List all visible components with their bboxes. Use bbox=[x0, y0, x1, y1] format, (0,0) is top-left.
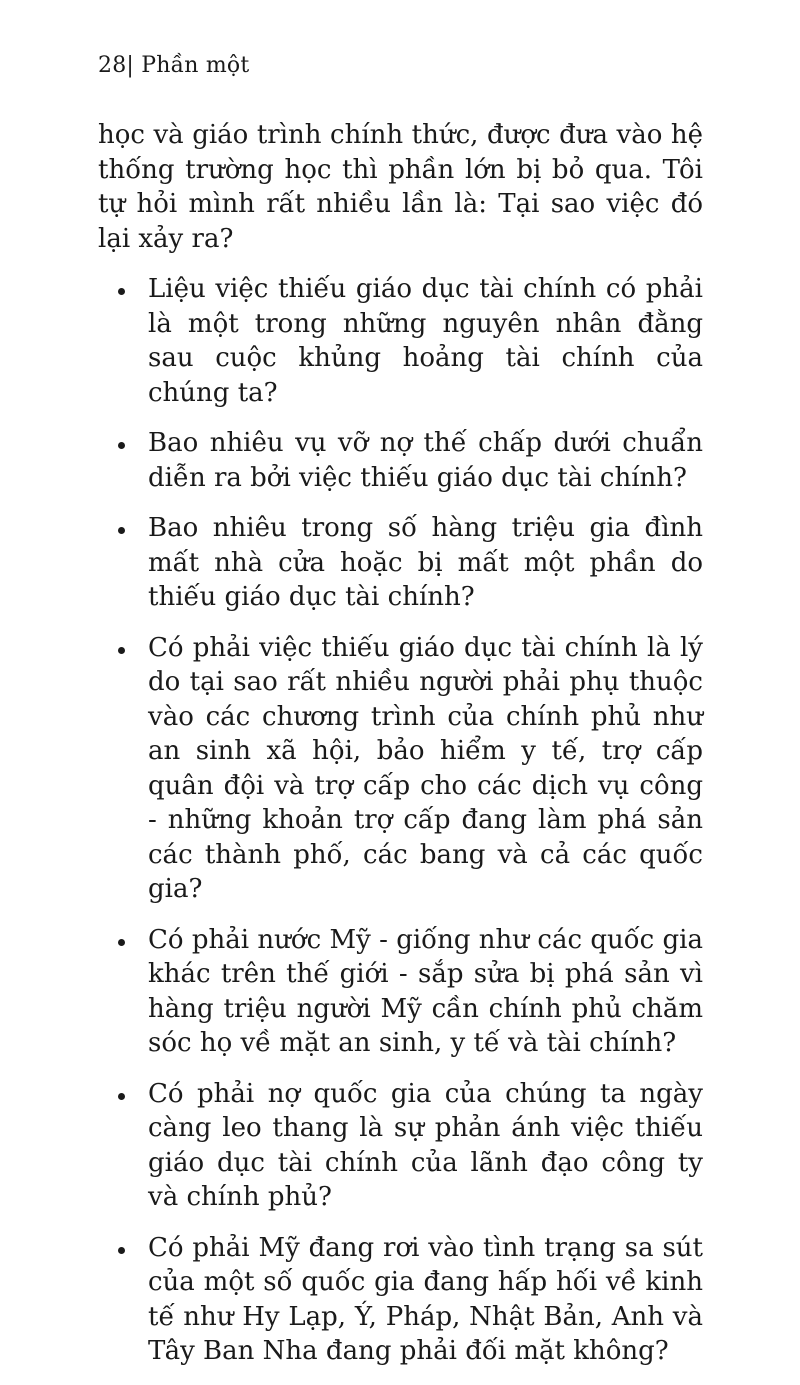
page-header bbox=[98, 52, 249, 80]
list-item-text: Có phải nước Mỹ - giống như các quốc gia khác trên thế giới - sắp sửa bị phá sản vì hàng triệu người Mỹ cần chính phủ chăm sóc họ về mặt an sinh, y tế và tài chính? bbox=[148, 924, 703, 1058]
bullet-icon bbox=[118, 939, 125, 946]
bullet-icon bbox=[118, 647, 125, 654]
bullet-icon bbox=[118, 288, 125, 295]
bullet-icon bbox=[118, 1247, 125, 1254]
list-item-text: Có phải nợ quốc gia của chúng ta ngày càng leo thang là sự phản ánh việc thiếu giáo dục tài chính của lãnh đạo công ty và chính phủ? bbox=[148, 1078, 703, 1212]
list-item bbox=[98, 1231, 703, 1369]
bullet-icon bbox=[118, 442, 125, 449]
page-number: 28| bbox=[98, 53, 135, 78]
question-list bbox=[98, 272, 703, 1369]
section-title: Phần một bbox=[141, 53, 250, 78]
list-item bbox=[98, 1077, 703, 1215]
list-item-text: Bao nhiêu trong số hàng triệu gia đình mất nhà cửa hoặc bị mất một phần do thiếu giáo dục tài chính? bbox=[148, 513, 703, 612]
list-item-text: Có phải Mỹ đang rơi vào tình trạng sa sút của một số quốc gia đang hấp hối về kinh tế như Hy Lạp, Ý, Pháp, Nhật Bản, Anh và Tây Ban Nha đang phải đối mặt không? bbox=[148, 1232, 703, 1366]
bullet-icon bbox=[118, 1093, 125, 1100]
list-item bbox=[98, 426, 703, 495]
page-body bbox=[98, 118, 703, 1385]
list-item-text: Bao nhiêu vụ vỡ nợ thế chấp dưới chuẩn diễn ra bởi việc thiếu giáo dục tài chính? bbox=[148, 428, 703, 493]
intro-paragraph: học và giáo trình chính thức, được đưa vào hệ thống trường học thì phần lớn bị bỏ qua. Tôi tự hỏi mình rất nhiều lần là: Tại sao việc đó lại xảy ra? bbox=[98, 120, 703, 254]
bullet-icon bbox=[118, 527, 125, 534]
list-item bbox=[98, 272, 703, 410]
list-item-text: Liệu việc thiếu giáo dục tài chính có phải là một trong những nguyên nhân đằng sau cuộc khủng hoảng tài chính của chúng ta? bbox=[148, 274, 703, 408]
list-item bbox=[98, 511, 703, 615]
list-item bbox=[98, 923, 703, 1061]
list-item-text: Có phải việc thiếu giáo dục tài chính là lý do tại sao rất nhiều người phải phụ thuộc vào các chương trình của chính phủ như an sinh xã hội, bảo hiểm y tế, trợ cấp quân đội và trợ cấp cho các dịch vụ công - những khoản trợ cấp đang làm phá sản các thành phố, các bang và cả các quốc gia? bbox=[148, 632, 703, 904]
list-item bbox=[98, 631, 703, 907]
